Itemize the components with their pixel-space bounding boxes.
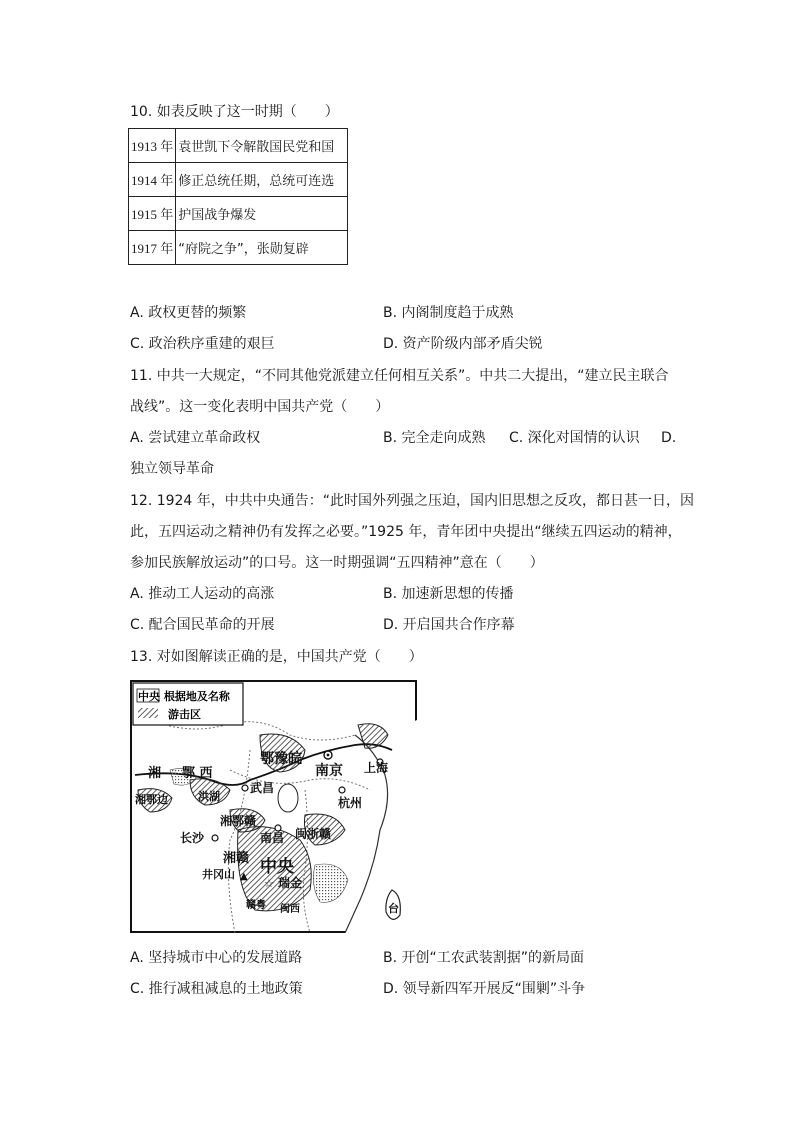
q12-option-a[interactable]: A. 推动工人运动的高涨: [130, 586, 275, 602]
label-eyuwan: 鄂豫皖: [260, 751, 302, 767]
table-year: 1915 年: [129, 197, 176, 231]
q11-option-c[interactable]: C. 深化对国情的认识: [509, 430, 640, 446]
city-marker-wuchang: [242, 785, 248, 791]
legend-guerrilla: 游击区: [168, 708, 201, 721]
table-row: [129, 197, 348, 231]
q11-stem-line2: 战线”。这一变化表明中国共产党（ ）: [130, 399, 390, 415]
table-event: 修正总统任期，总统可连选: [176, 163, 348, 197]
q12-option-b[interactable]: B. 加速新思想的传播: [383, 586, 514, 602]
label-ganyue: 赣粤: [246, 900, 266, 911]
q12-option-c[interactable]: C. 配合国民革命的开展: [130, 617, 275, 633]
label-xiang: 湘: [148, 766, 162, 781]
label-nanjing: 南京: [315, 763, 343, 779]
label-wuchang: 武昌: [250, 781, 275, 795]
label-nanchang: 南昌: [260, 831, 285, 845]
q12-stem-line2: 此，五四运动之精神仍有发挥之必要。”1925 年，青年团中央提出“继续五四运动的精神，: [130, 524, 682, 540]
label-zhongyang: 中央: [260, 857, 294, 877]
q13-option-d[interactable]: D. 领导新四军开展反“围剿”斗争: [383, 981, 586, 997]
label-ruijin: 瑞金: [278, 876, 303, 890]
base-area-map: [130, 680, 417, 933]
table-row: [129, 231, 348, 265]
label-shanghai: 上海: [364, 761, 389, 775]
q12-option-d[interactable]: D. 开启国共合作序幕: [383, 617, 515, 633]
table-row: [129, 163, 348, 197]
q10-option-a[interactable]: A. 政权更替的频繁: [130, 305, 247, 321]
label-minxi: 闽西: [280, 904, 300, 915]
q11-option-d[interactable]: D.: [661, 430, 677, 446]
label-tai: 台: [388, 902, 399, 915]
q10-option-d[interactable]: D. 资产阶级内部矛盾尖锐: [383, 336, 543, 352]
q10-option-c[interactable]: C. 政治秩序重建的艰巨: [130, 336, 275, 352]
label-exi: 鄂 西: [182, 766, 213, 781]
table-year: 1917 年: [129, 231, 176, 265]
q11-stem-line1: 11. 中共一大规定，“不同其他党派建立任何相互关系”。中共二大提出，“建立民主联合: [130, 368, 669, 384]
label-honghu: 洪湖: [198, 790, 220, 803]
label-xiangeshan: 湘鄂边: [135, 793, 168, 806]
marker-jinggangshan: ▲: [240, 871, 248, 882]
q10-table: [128, 128, 348, 265]
q13-stem: 13. 对如图解读正确的是，中国共产党（ ）: [130, 649, 423, 665]
q13-option-a[interactable]: A. 坚持城市中心的发展道路: [130, 950, 303, 966]
table-event: 护国战争爆发: [176, 197, 348, 231]
legend-base-area: 中央 根据地及名称: [138, 690, 230, 703]
q11-option-d-continued[interactable]: 独立领导革命: [130, 461, 214, 477]
q11-option-a[interactable]: A. 尝试建立革命政权: [130, 430, 261, 446]
marker-ruijin: ☆: [264, 877, 274, 890]
label-xianggan: 湘赣: [223, 851, 250, 866]
table-year: 1914 年: [129, 163, 176, 197]
q10-stem: 10. 如表反映了这一时期（ ）: [130, 104, 339, 120]
q12-stem-line3: 参加民族解放运动”的口号。这一时期强调“五四精神”意在（ ）: [130, 555, 544, 571]
q13-option-b[interactable]: B. 开创“工农武装割据”的新局面: [383, 950, 585, 966]
table-event: “府院之争”，张勋复辟: [176, 231, 348, 265]
q11-option-b[interactable]: B. 完全走向成熟: [383, 430, 486, 446]
city-marker-hangzhou: [339, 787, 345, 793]
label-jinggangshan: 井冈山: [202, 868, 235, 881]
q10-option-b[interactable]: B. 内阁制度趋于成熟: [383, 305, 514, 321]
label-minzhegan: 闽浙赣: [295, 827, 332, 841]
q13-option-c[interactable]: C. 推行减租减息的土地政策: [130, 981, 303, 997]
table-row: [129, 129, 348, 163]
table-year: 1913 年: [129, 129, 176, 163]
q12-stem-line1: 12. 1924 年，中共中央通告：“此时国外列强之压迫，国内旧思想之反攻，都日甚一日，因: [130, 493, 695, 509]
label-changsha: 长沙: [180, 831, 205, 845]
table-event: 袁世凯下令解散国民党和国: [176, 129, 348, 163]
label-hangzhou: 杭州: [338, 796, 363, 810]
label-xiangegan: 湘鄂赣: [220, 814, 257, 828]
city-marker-changsha: [212, 835, 218, 841]
